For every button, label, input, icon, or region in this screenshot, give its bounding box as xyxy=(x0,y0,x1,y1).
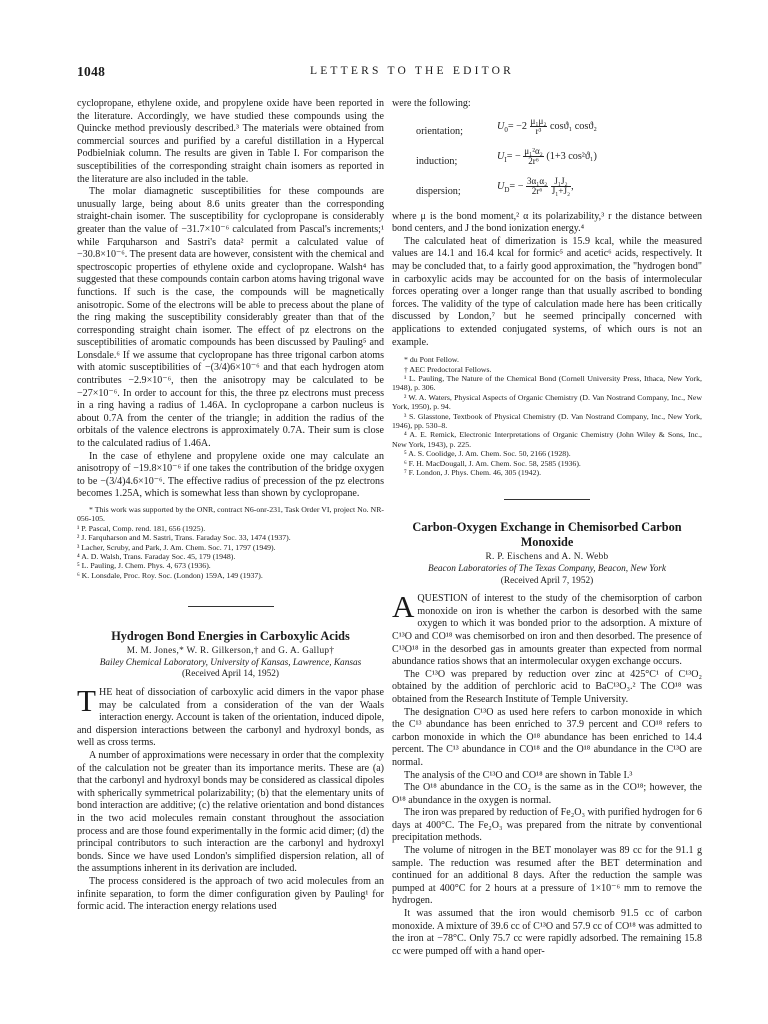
running-head: LETTERS TO THE EDITOR xyxy=(309,65,515,77)
fraction-denominator: 2r⁶ xyxy=(531,185,543,196)
equation-formula xyxy=(497,117,697,147)
left-column xyxy=(77,98,384,914)
equation-tail: cosϑ₁ cosϑ₂ xyxy=(550,120,597,132)
paragraph: The designation C¹³O as used here refers to carbon monoxide in which the C¹³ abundance has been enriched to 37.9 percent and CO¹⁸ refers to carbon monoxide in which the O¹⁸ abundance has been enriched to 14.4 percent. The C¹³ abundance in CO¹⁸ and the O¹⁸ abundance in the C¹³O are normal. xyxy=(392,706,702,768)
received-date: (Received April 7, 1952) xyxy=(500,575,594,586)
equation-tail: (1+3 cos²ϑ₁) xyxy=(546,150,597,162)
equation-formula xyxy=(497,147,697,177)
footnote: ⁴ A. D. Walsh, Trans. Faraday Soc. 45, 179 (1948). xyxy=(77,552,236,562)
paragraph: The calculated heat of dimerization is 15.9 kcal, while the measured values are 14.1 and 16.4 kcal for formic⁵ and acetic⁶ acids, respectively. It may be concluded that, to a fairly good approximation, the "hydrogen bond" in carboxylic acids may be accounted for on the basis of intermolecular forces operating over a longer range than that usually ascribed to bonding forces. The validity of the type of calculation made here has been critically discussed by London,⁷ but he seemed principally concerned with applications to extended conjugated systems, of which ours is not an example. xyxy=(392,235,702,348)
section-divider xyxy=(504,499,590,500)
footnote: ⁶ K. Lonsdale, Proc. Roy. Soc. (London) 159A, 149 (1937). xyxy=(77,570,263,580)
section-divider xyxy=(188,606,274,607)
drop-cap: T xyxy=(77,683,96,719)
article-affiliation: Bailey Chemical Laboratory, University of Kansas, Lawrence, Kansas xyxy=(99,657,362,668)
paragraph: The analysis of the C¹³O and CO¹⁸ are shown in Table I.³ xyxy=(404,769,633,781)
drop-cap: A xyxy=(392,589,415,625)
footnote: † AEC Predoctoral Fellows. xyxy=(404,364,492,374)
paragraph: The C¹³O was prepared by reduction over zinc at 425°C¹ of C¹³O₂ obtained by the addition of perchloric acid to BaC¹³O₃.² The CO¹⁸ was obtained from the Research Institute of Temple University. xyxy=(392,668,702,705)
paragraph: The process considered is the approach of two acid molecules from an infinite separation, to form the dimer configuration given by Pauling¹ for formic acid. The interaction energy relations used xyxy=(77,875,384,913)
received-date: (Received April 14, 1952) xyxy=(181,669,280,680)
equation-symbol: U xyxy=(497,180,505,192)
equation-tail: , xyxy=(571,180,574,192)
paragraph: The iron was prepared by reduction of Fe₂O₃ with purified hydrogen for 6 days at 400°C. The Fe₂O₃ was prepared from the nitrate by conventional precipitation methods. xyxy=(392,807,702,844)
fraction-denominator: r³ xyxy=(535,125,542,136)
paragraph: where μ is the bond moment,² α its polarizability,³ r the distance between bond centers, and J the bond ionization energy.⁴ xyxy=(392,210,702,235)
paragraph: In the case of ethylene and propylene oxide one may calculate an anisotropy of −19.8×10⁻⁶ if one takes the contribution of the bridge oxygen to be −(3/4)4.6×10⁻⁶. The effective radius of precession of the pz electrons becomes 1.25A, which is somewhat less than shown by cyclopropane. xyxy=(77,450,384,500)
equation-symbol: U xyxy=(497,150,505,162)
footnote: ⁶ F. H. MacDougall, J. Am. Chem. Soc. 58, 2585 (1936). xyxy=(404,458,581,468)
paragraph xyxy=(392,589,702,669)
paragraph: The volume of nitrogen in the BET monolayer was 89 cc for the 91.1 g sample. The reduction was resumed after the BET determination and continued for an additional 8 days. After the reduction the sample was pumped at 400°C for 2 hours at a pressure of 1×10⁻⁶ mm to remove the hydrogen. xyxy=(392,845,702,907)
footnote: ³ S. Glasstone, Textbook of Physical Chemistry (D. Van Nostrand Company, Inc., New York, 1946), pp. 530–8. xyxy=(392,411,702,430)
fraction-denominator: J₁+J₂ xyxy=(551,185,571,196)
footnotes xyxy=(77,505,384,580)
paragraph: A number of approximations were necessary in order that the complexity of the calculation not be greater than its importance merits. These are (a) that the carbonyl and hydroxyl bonds may be considered as classical dipoles with spherically symmetrical polarizability; (b) that the elementary units of bond interaction are additive; (c) the relative orientation and bond distances in the two acid molecules remain constant throughout the association process and are those found experimentally in the formic acid dimer; (d) the principal contributors to such interaction are the carbonyl and hydroxyl bonds. Since we have used London's simplified dispersion relation, all of the assumptions inherent in its derivation are included. xyxy=(77,750,384,875)
footnote: ¹ L. Pauling, The Nature of the Chemical Bond (Cornell University Press, Ithaca, New York, 1948), p. 306. xyxy=(392,373,702,393)
equation-fraction xyxy=(526,177,548,196)
equation-fraction xyxy=(523,147,544,166)
paragraph: It was assumed that the iron would chemisorb 91.5 cc of carbon monoxide. A mixture of 39.6 cc of C¹³O and 57.9 cc of CO¹⁸ was admitted to the iron at −78°C. Only 75.7 cc were rapidly adsorbed. The remaining 15.8 cc were pumped off with a hand oper- xyxy=(392,908,702,957)
paragraph: The molar diamagnetic susceptibilities for these compounds are unusually large, being about 8.6 units greater than the corresponding straight-chain isomer. The susceptibility for cyclopropane is considerably greater than the value of −31.7×10⁻⁶ calculated from Pascal's increments;¹ while Farquharson and Sastri's data² permit a calculated value of −30.8×10⁻⁶. The present data are however, consistent with the chemical and spectroscopic properties of ethylene oxide and cyclopropane. Walsh⁴ has suggested that these compounds contain carbon atoms having trigonal wave functions. If such is the case, the compounds will be magnetically anisotropic. Some of the electrons will be able to precess about the plane of the ring making the susceptibility considerably greater than that of the corresponding straight chain isomer. The effect of pz electrons on the susceptibilities of aromatic compounds has been discussed by Pauling⁵ and Lonsdale.⁶ If we assume that cyclopropane has three trigonal carbon atoms with atomic susceptibilities of −(3/4)6×10⁻⁶ and that each hydrogen atom contributes −2.9×10⁻⁶, then the anisotropy may be calculated to be −27×10⁻⁶. In order to account for this, the three pz electrons must precess in a ring having a radius of 1.46A. In cyclopropane a carbon nucleus is about 0.7A from the center of the triangle; in addition the radius of the orbitals of the valence electrons is approximately 0.7A. Their sum is close to the calculated radius of 1.46A. xyxy=(77,186,384,450)
equation-subscript: D xyxy=(504,185,510,194)
footnote: ² J. Farquharson and M. Sastri, Trans. Faraday Soc. 33, 1474 (1937). xyxy=(77,533,291,543)
article-authors: M. M. Jones,* W. R. Gilkerson,† and G. A. Gallup† xyxy=(126,646,335,657)
fraction-numerator: μ₁²α₂ xyxy=(524,145,543,156)
fraction-denominator: 2r⁶ xyxy=(528,155,539,166)
equation-dispersion xyxy=(392,177,702,207)
footnote: ³ Lacher, Scruby, and Park, J. Am. Chem. Soc. 71, 1797 (1949). xyxy=(77,542,276,552)
article-affiliation: Beacon Laboratories of The Texas Company, Beacon, New York xyxy=(428,564,666,574)
equation-formula xyxy=(497,177,697,207)
footnote: * du Pont Fellow. xyxy=(404,355,459,365)
equation-sign: = − xyxy=(509,180,524,192)
equation-label: dispersion; xyxy=(416,185,461,197)
equation-fraction xyxy=(530,117,548,136)
paragraph-text: QUESTION of interest to the study of the chemisorption of carbon monoxide on iron is whether the carbon is desorbed with the same oxygen to which it was bonded prior to the adsorption. A mixture of C¹³O and CO¹⁸ was chemisorbed on iron and then desorbed. The presence of C¹³O¹⁸ in the desorbed gas in amounts greater than expected from normal abundance ratios shows that an intermolecular oxygen exchange occurs. xyxy=(392,593,702,668)
paragraph xyxy=(77,683,384,750)
footnote: * This work was supported by the ONR, contract N6-onr-231, Task Order VI, project No. NR-056-105. xyxy=(77,505,384,524)
footnotes xyxy=(392,355,702,477)
equation-sign: = −2 xyxy=(507,120,527,132)
equation-block xyxy=(392,117,702,207)
equation-orientation xyxy=(392,117,702,147)
article-authors: R. P. Eischens and A. N. Webb xyxy=(485,552,609,563)
paragraph: The O¹⁸ abundance in the CO₂ is the same as in the CO¹⁸; however, the O¹⁸ abundance in the oxygen is normal. xyxy=(392,782,702,806)
equation-fraction xyxy=(551,177,571,196)
equation-sign: = − xyxy=(506,150,521,162)
equation-induction xyxy=(392,147,702,177)
footnote: ² W. A. Waters, Physical Aspects of Organic Chemistry (D. Van Nostrand Company, Inc., New York, 1950), p. 94. xyxy=(392,392,702,412)
equation-label: induction; xyxy=(416,155,458,167)
fraction-numerator: 3α₁α₂ xyxy=(527,175,548,186)
right-column xyxy=(392,98,702,958)
paragraph: cyclopropane, ethylene oxide, and propylene oxide have been reported in the literature. Accordingly, we have studied these compounds using the Quincke method previously described.³ The materials were obtained from commercial sources and purified by a careful distillation in a Hypercal Podbielniak column. The results are given in Table I. For comparison the susceptibilities of the corresponding straight chain isomers as reported in the literature are also included in the table. xyxy=(77,98,384,185)
footnote: ⁴ A. E. Remick, Electronic Interpretations of Organic Chemistry (John Wiley & Sons, Inc., New York, 1943), p. 225. xyxy=(392,430,702,449)
equation-symbol: U xyxy=(497,120,505,132)
equation-subscript: I xyxy=(504,155,507,164)
article-title: Hydrogen Bond Energies in Carboxylic Acids xyxy=(111,629,350,644)
paragraph-text: HE heat of dissociation of carboxylic acid dimers in the vapor phase may be calculated from a consideration of the van der Waals interaction energy. Account is taken of the orientation, induced dipole, and dispersion interactions between the carbonyl and hydroxyl bonds, as well as cross terms. xyxy=(77,687,384,749)
equation-subscript: 0 xyxy=(504,125,508,134)
footnote: ⁵ L. Pauling, J. Chem. Phys. 4, 673 (1936). xyxy=(77,561,211,571)
fraction-numerator: μ₁μ₂ xyxy=(530,115,547,126)
page-number: 1048 xyxy=(77,64,106,79)
article-title: Carbon-Oxygen Exchange in Chemisorbed Carbon Monoxide xyxy=(412,520,682,550)
footnote: ⁷ F. London, J. Phys. Chem. 46, 305 (1942). xyxy=(404,468,542,477)
footnote: ¹ P. Pascal, Comp. rend. 181, 656 (1925). xyxy=(77,523,206,533)
footnote: ⁵ A. S. Coolidge, J. Am. Chem. Soc. 50, 2166 (1928). xyxy=(404,449,571,459)
paragraph: were the following: xyxy=(392,98,471,109)
page-header xyxy=(77,64,705,80)
equation-label: orientation; xyxy=(416,125,463,137)
fraction-numerator: J₁J₂ xyxy=(551,177,571,187)
